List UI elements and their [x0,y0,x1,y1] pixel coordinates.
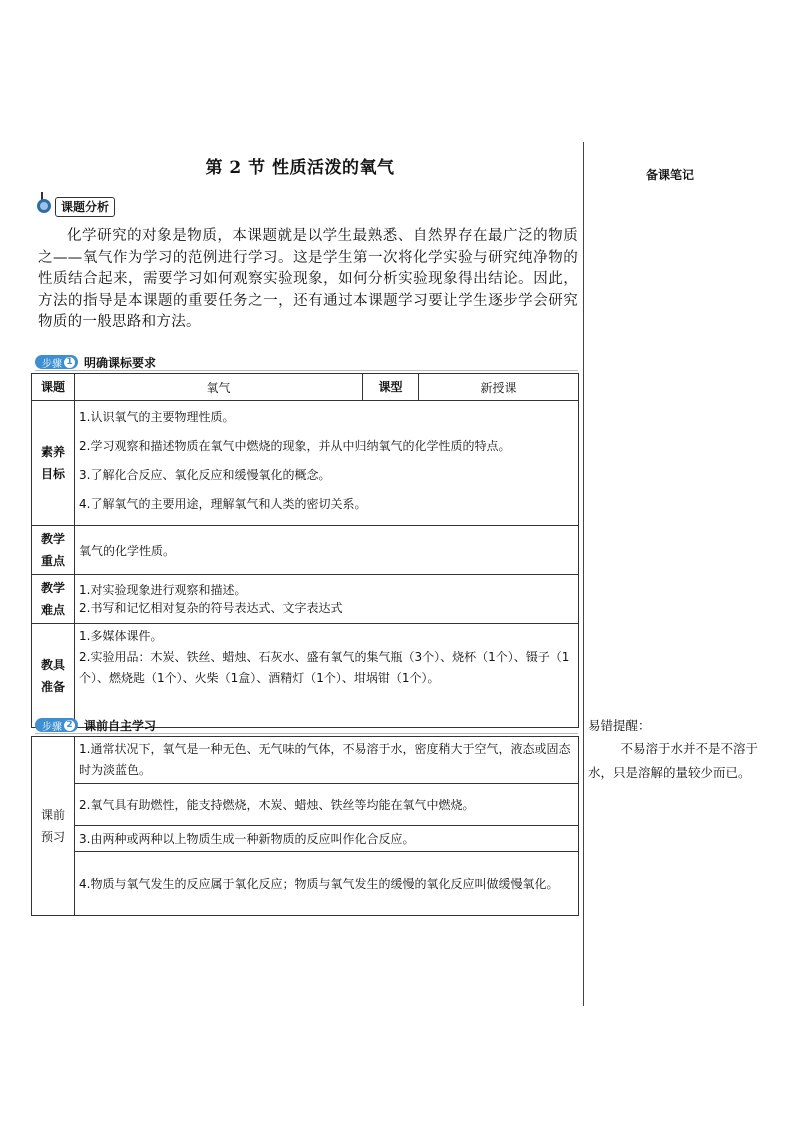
difficulty-cell [75,575,579,624]
topic-label: 课题 [32,374,75,401]
step2-header [35,717,156,733]
curriculum-table [31,373,579,728]
step2-number: 2 [64,720,75,731]
table-row [32,852,579,916]
list-item: 2.学习观察和描述物质在氧气中燃烧的现象，并从中归纳氧气的化学性质的特点。 [79,439,511,453]
table-row [32,401,579,526]
type-label: 课型 [363,374,419,401]
notes-column-divider [583,142,584,1006]
topic-value: 氧气 [75,374,363,401]
analysis-paragraph: 化学研究的对象是物质，本课题就是以学生最熟悉、自然界存在最广泛的物质之——氧气作为学习的范例进行学习。这是学生第一次将化学实验与研究纯净物的性质结合起来，需要学习如何观察实验现象，如何分析实验现象得出结论。因此，方法的指导是本课题的重要任务之一，还有通过本课题学习要让学生逐步学会研究物质的一般思路和方法。 [38,228,578,330]
tools-cell [75,624,579,728]
step1-number: 1 [64,357,75,368]
hint-title: 易错提醒： [588,718,651,733]
step2-pill [35,718,78,732]
step1-header [35,354,156,370]
goals-label: 素养目标 [32,401,75,526]
step1-pill-label: 步骤 [42,358,62,370]
step2-pill-label: 步骤 [42,721,62,733]
page-title: 第 2 节 性质活泼的氧气 [205,158,395,178]
key-label: 教学重点 [32,526,75,575]
step1-pill [35,355,78,369]
type-value: 新授课 [419,374,579,401]
list-item: 2.氧气具有助燃性，能支持燃烧，木炭、蜡烛、铁丝等均能在氧气中燃烧。 [75,784,579,826]
preview-table [31,736,579,916]
hint-text: 不易溶于水并不是不溶于水，只是溶解的量较少而已。 [588,741,759,780]
preview-item-4: 4.物质与氧气发生的反应属于氧化反应；物质与氧气发生的缓慢的氧化反应叫做缓慢氧化。 [79,876,559,891]
table-row [32,737,579,784]
goals-cell [75,401,579,526]
table-row [32,575,579,624]
analysis-badge-label: 课题分析 [55,197,115,217]
list-item: 3.由两种或两种以上物质生成一种新物质的反应叫作化合反应。 [75,826,579,852]
list-item: 2.书写和记忆相对复杂的符号表达式、文字表达式 [79,601,343,615]
gear-icon [35,196,57,218]
list-item: 1.对实验现象进行观察和描述。 [79,583,247,597]
step2-underline [35,733,578,734]
step1-title: 明确课标要求 [84,355,157,370]
step2-title: 课前自主学习 [84,718,157,733]
table-row [32,526,579,575]
list-item: 1.多媒体课件。 [79,629,163,643]
key-value: 氧气的化学性质。 [75,526,579,575]
list-item [75,852,579,916]
list-item: 3.了解化合反应、氧化反应和缓慢氧化的概念。 [79,468,331,482]
list-item: 2.实验用品：木炭、铁丝、蜡烛、石灰水、盛有氧气的集气瓶（3个）、烧杯（1个）、镊子（1个）、燃烧匙（1个）、火柴（1盒）、酒精灯（1个）、坩埚钳（1个）。 [79,650,570,685]
table-row [32,784,579,826]
table-row [32,826,579,852]
list-item: 1.认识氧气的主要物理性质。 [79,410,235,424]
list-item: 4.了解氧气的主要用途，理解氧气和人类的密切关系。 [79,497,367,511]
tools-label: 教具准备 [32,624,75,728]
list-item [75,737,579,784]
preview-item-1: 1.通常状况下，氧气是一种无色、无气味的气体，不易溶于水，密度稍大于空气，液态或固态时为淡蓝色。 [79,742,571,777]
preview-label: 课前预习 [32,737,75,916]
analysis-section-badge [35,197,115,217]
notes-column-title: 备课笔记 [645,168,694,182]
step1-underline [35,370,578,371]
difficulty-label: 教学难点 [32,575,75,624]
table-row [32,624,579,728]
table-row [32,374,579,401]
